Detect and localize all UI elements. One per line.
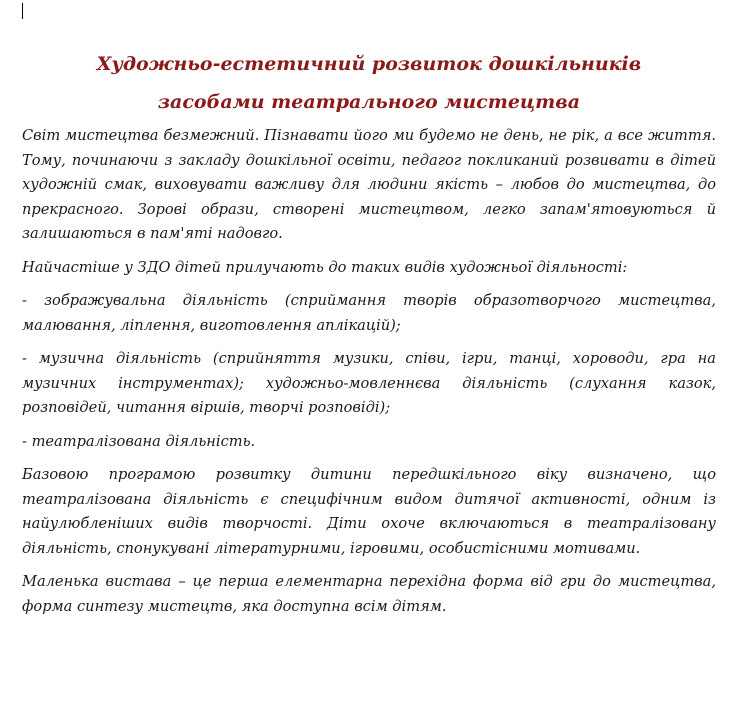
document-title-line-1: Художньо-естетичний розвиток дошкільників	[96, 53, 642, 75]
text-cursor	[22, 3, 23, 19]
paragraph-activities-lead: Найчастіше у ЗДО дітей прилучають до таких видів художньої діяльності:	[22, 258, 628, 276]
document-title-line-2: засобами театрального мистецтва	[157, 91, 581, 113]
paragraph-visual-activity: - зображувальна діяльність (сприймання творів образотворчого мистецтва, малювання, ліплення, виготовлення аплікацій);	[22, 292, 716, 334]
document-body[interactable]	[22, 124, 716, 619]
document-page[interactable]	[22, 36, 716, 628]
paragraph-small-performance: Маленька вистава – це перша елементарна перехідна форма від гри до мистецтва, форма синтезу мистецтв, яка доступна всім дітям.	[22, 573, 716, 615]
paragraph-music-activity: - музична діяльність (сприйняття музики, співи, ігри, танці, хороводи, гра на музичних інструментах); художньо-мовленнєва діяльність (слухання казок, розповідей, читання віршів, творчі розповіді);	[22, 350, 716, 416]
paragraph-basic-program: Базовою програмою розвитку дитини передшкільного віку визначено, що театралізована діяльність є специфічним видом дитячої активності, одним із найулюбленіших видів творчості. Діти охоче включаються в театралізовану діяльність, спонукувані літературними, ігровими, особистісними мотивами.	[22, 466, 716, 557]
paragraph-theatre-activity: - театралізована діяльність.	[22, 432, 256, 450]
paragraph-intro: Світ мистецтва безмежний. Пізнавати його ми будемо не день, не рік, а все життя. Тому, починаючи з закладу дошкільної освіти, педагог покликаний розвивати в дітей художній смак, виховувати важливу для людини якість – любов до мистецтва, до прекрасного. Зорові образи, створені мистецтвом, легко запам'ятовуються й залишаються в пам'яті надовго.	[22, 127, 716, 242]
